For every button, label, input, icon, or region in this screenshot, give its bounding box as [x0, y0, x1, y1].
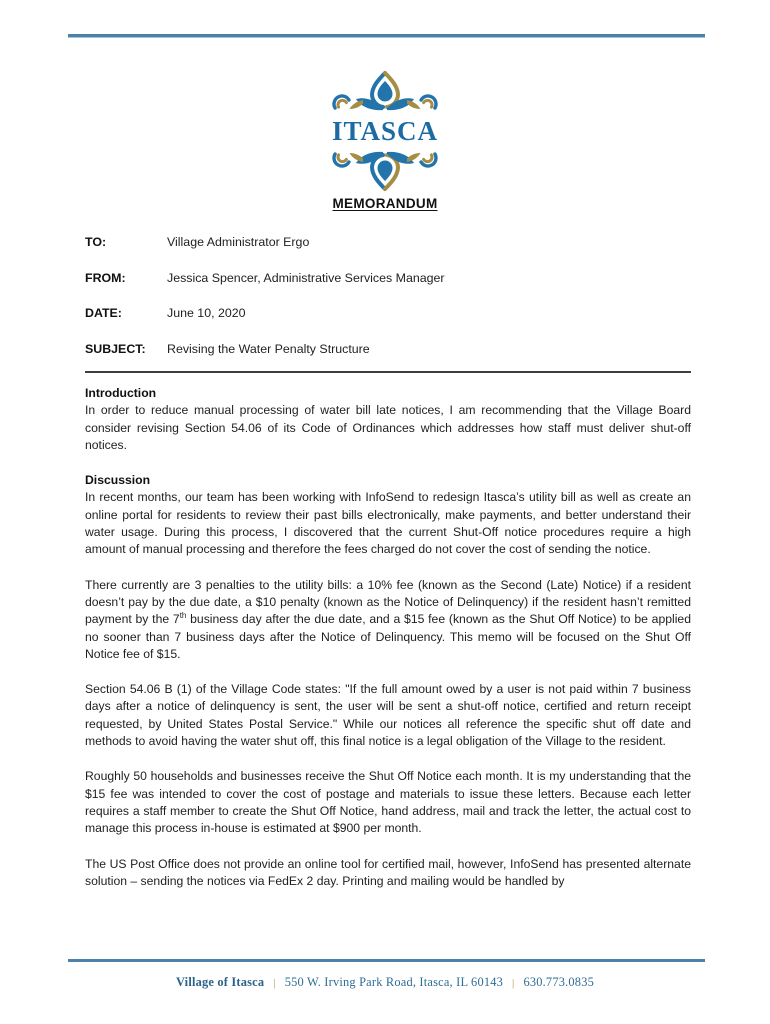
memo-header-fields — [85, 235, 691, 377]
from-label: FROM: — [85, 270, 126, 285]
meta-row-to — [85, 235, 691, 250]
discussion-paragraph-fedex: The US Post Office does not provide an online tool for certified mail, however, InfoSend has presented alternate solution – sending the notices via FedEx 2 day. Printing and mailing would be handled by — [85, 856, 691, 888]
subject-divider-rule — [85, 371, 691, 373]
penalties-text-after: business day after the due date, and a $15 fee (known as the Shut Off Notice) to be applied no sooner than 7 business days after the Notice of Delinquency. This memo will be focused on the Shut Off Notice fee of $15. — [85, 612, 691, 661]
penalties-text-before: There currently are 3 penalties to the utility bills: a 10% fee (known as the Second (Late) Notice) if a resident doesn’t pay by the due date, a $10 penalty (known as the Notice of Delinquency) if the resident hasn’t remitted payment by the 7 — [85, 577, 691, 627]
meta-row-date — [85, 306, 691, 321]
footer-separator-2: | — [512, 977, 515, 989]
page-footer — [0, 975, 770, 990]
memo-title: MEMORANDUM — [332, 196, 438, 211]
introduction-heading: Introduction — [85, 386, 157, 400]
discussion-heading: Discussion — [85, 473, 151, 488]
subject-value: Revising the Water Penalty Structure — [167, 341, 370, 356]
footer-rule — [68, 959, 705, 962]
footer-address: 550 W. Irving Park Road, Itasca, IL 60143 — [284, 975, 504, 989]
discussion-paragraph-costs: Roughly 50 households and businesses receive the Shut Off Notice each month. It is my understanding that the $15 fee was intended to cover the cost of postage and materials to issue these letters. Because each letter requires a staff member to create the Shut Off Notice, hand address, mail and track the letter, the actual cost to manage this process in-house is estimated at $900 per month. — [85, 769, 691, 836]
itasca-logo-text: ITASCA — [331, 116, 439, 146]
ordinal-superscript: th — [179, 611, 187, 621]
to-value: Village Administrator Ergo — [167, 235, 310, 249]
from-value: Jessica Spencer, Administrative Services Manager — [167, 270, 445, 285]
date-value: June 10, 2020 — [167, 306, 246, 320]
memo-body — [85, 385, 691, 908]
village-logo — [0, 70, 770, 192]
date-label: DATE: — [85, 306, 122, 320]
meta-row-subject — [85, 342, 691, 357]
to-label: TO: — [85, 235, 107, 249]
meta-row-from — [85, 271, 691, 286]
top-rule — [68, 34, 705, 38]
subject-label: SUBJECT: — [85, 341, 146, 356]
discussion-paragraph-village-code: Section 54.06 B (1) of the Village Code states: "If the full amount owed by a user is not paid within 7 business days after a notice of delinquency is sent, the user will be sent a shut-off notice, certified and return receipt requested, by United States Postal Service." While our notices all reference the specific shut off date and methods to avoid having the water shut off, this final notice is a legal obligation of the Village to the resident. — [85, 682, 691, 749]
discussion-paragraph-penalties — [85, 577, 691, 663]
discussion-paragraph-infosend: In recent months, our team has been working with InfoSend to redesign Itasca’s utility bill as well as create an online portal for residents to review their past bills electronically, make payments, and better understand their water usage. During this process, I discovered that the current Shut-Off notice procedures require a high amount of manual processing and therefore the fees charged do not cover the cost of sending the notice. — [85, 490, 691, 557]
footer-separator-1: | — [273, 977, 276, 989]
itasca-logo-graphic — [326, 70, 444, 192]
footer-phone: 630.773.0835 — [523, 975, 594, 989]
introduction-paragraph: In order to reduce manual processing of water bill late notices, I am recommending that the Village Board consider revising Section 54.06 of its Code of Ordinances which addresses how staff must deliver shut-off notices. — [85, 403, 691, 452]
footer-org-name: Village of Itasca — [175, 975, 265, 989]
